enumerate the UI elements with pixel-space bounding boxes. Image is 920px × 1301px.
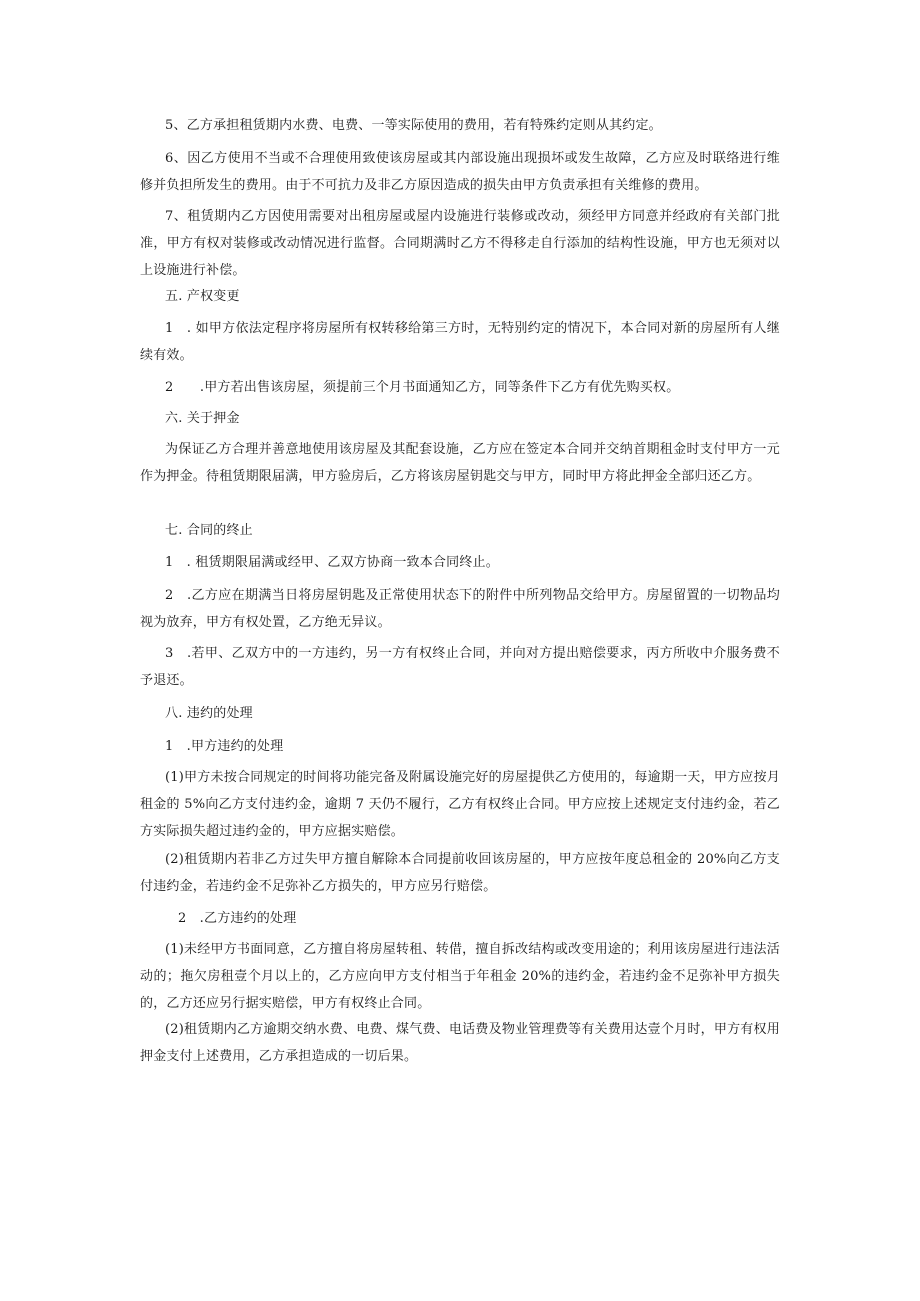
section-8-item-2-sub-2: (2)租赁期内乙方逾期交纳水费、电费、煤气费、电话费及物业管理费等有关费用达壹个月时，甲方有权用押金支付上述费用，乙方承担造成的一切后果。 <box>140 1022 780 1064</box>
section-6-deposit: 为保证乙方合理并善意地使用该房屋及其配套设施，乙方应在签定本合同并交纳首期租金时支付甲方一元作为押金。待租赁期限届满，甲方验房后，乙方将该房屋钥匙交与甲方，同时甲方将此押金全部归还乙方。 <box>140 442 780 484</box>
section-8-heading: 八. 违约的处理 <box>165 706 253 721</box>
section-8-item-1-sub-1: (1)甲方未按合同规定的时间将功能完备及附属设施完好的房屋提供乙方使用的，每逾期一天，甲方应按月租金的 5%向乙方支付违约金，逾期 7 天仍不履行，乙方有权终止合同。甲方应按上述规定支付违约金，若乙方实际损失超过违约金的，甲方应据实赔偿。 <box>140 770 780 839</box>
section-6-heading: 六. 关于押金 <box>165 411 240 426</box>
section-5-item-2: 2 .甲方若出售该房屋，须提前三个月书面通知乙方，同等条件下乙方有优先购买权。 <box>165 380 680 395</box>
clause-7-renovation: 7、租赁期内乙方因使用需要对出租房屋或屋内设施进行装修或改动，须经甲方同意并经政府有关部门批准，甲方有权对装修或改动情况进行监督。合同期满时乙方不得移走自行添加的结构性设施，甲方也无须对以上设施进行补偿。 <box>140 209 780 278</box>
section-7-item-2: 2 .乙方应在期满当日将房屋钥匙及正常使用状态下的附件中所列物品交给甲方。房屋留置的一切物品均视为放弃，甲方有权处置，乙方绝无异议。 <box>140 588 780 630</box>
section-8-item-2-sub-1: (1)未经甲方书面同意，乙方擅自将房屋转租、转借，擅自拆改结构或改变用途的；利用该房屋进行违法活动的；拖欠房租壹个月以上的，乙方应向甲方支付相当于年租金 20%的违约金，若违约金不足弥补甲方损失的，乙方还应另行据实赔偿，甲方有权终止合同。 <box>140 942 780 1011</box>
section-8-item-2-heading: 2 .乙方违约的处理 <box>178 911 297 926</box>
section-7-item-3: 3 .若甲、乙双方中的一方违约，另一方有权终止合同，并向对方提出赔偿要求，丙方所收中介服务费不予退还。 <box>140 646 780 688</box>
section-5-heading: 五. 产权变更 <box>165 289 240 304</box>
section-7-item-1: 1 . 租赁期限届满或经甲、乙双方协商一致本合同终止。 <box>165 555 499 570</box>
section-5-item-1: 1 . 如甲方依法定程序将房屋所有权转移给第三方时，无特别约定的情况下，本合同对新的房屋所有人继续有效。 <box>140 321 780 363</box>
section-8-item-1-heading: 1 .甲方违约的处理 <box>165 739 284 754</box>
clause-5-utilities: 5、乙方承担租赁期内水费、电费、一等实际使用的费用，若有特殊约定则从其约定。 <box>165 118 662 133</box>
clause-6-repairs: 6、因乙方使用不当或不合理使用致使该房屋或其内部设施出现损坏或发生故障，乙方应及时联络进行维修并负担所发生的费用。由于不可抗力及非乙方原因造成的损失由甲方负责承担有关维修的费用。 <box>140 151 780 193</box>
section-7-heading: 七. 合同的终止 <box>165 523 253 538</box>
section-8-item-1-sub-2: (2)租赁期内若非乙方过失甲方擅自解除本合同提前收回该房屋的，甲方应按年度总租金的 20%向乙方支付违约金，若违约金不足弥补乙方损失的，甲方应另行赔偿。 <box>140 852 780 894</box>
